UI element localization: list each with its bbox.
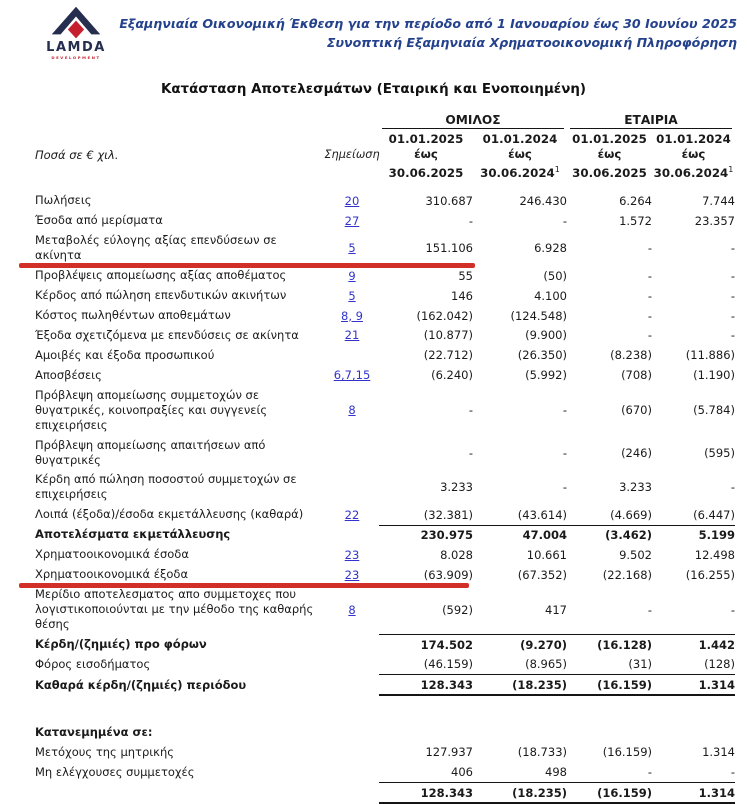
value-cell: -: [730, 241, 735, 256]
row-label: Κέρδος από πώληση επενδυτικών ακινήτων: [35, 288, 287, 303]
note-cell: [325, 365, 379, 385]
value-cell: (3.462): [567, 525, 652, 545]
lamda-logo-mark-icon: [50, 6, 102, 40]
table-row: [35, 545, 735, 565]
table-row: [35, 211, 735, 231]
value-cell: -: [647, 241, 652, 256]
table-row: [35, 470, 735, 505]
note-cell: [325, 211, 379, 231]
table-row: [35, 365, 735, 385]
value-cell: [379, 722, 473, 742]
value-cell: -: [647, 308, 652, 323]
value-cell: (9.270): [473, 634, 567, 654]
value-cell: 498: [545, 765, 567, 780]
note-cell: [325, 286, 379, 306]
value-cell: [473, 722, 567, 742]
value-cell: (1.190): [693, 368, 735, 383]
value-cell: 55: [458, 268, 473, 283]
note-link[interactable]: 20: [344, 193, 360, 208]
note-cell: [325, 435, 379, 470]
row-label: Έξοδα σχετιζόμενα με επενδύσεις σε ακίνητα: [35, 327, 299, 342]
table-row: [35, 435, 735, 470]
table-row: [35, 762, 735, 782]
value-cell: 151.106: [425, 241, 473, 256]
row-label: Λοιπά (έξοδα)/έσοδα εκμετάλλευσης (καθαρά): [35, 507, 304, 522]
note-cell: [325, 385, 379, 435]
value-cell: 406: [451, 765, 473, 780]
note-cell: [325, 674, 379, 696]
value-cell: (16.159): [567, 674, 652, 696]
value-cell: (50): [543, 268, 567, 283]
note-link[interactable]: 8: [348, 602, 356, 617]
table-row: [35, 286, 735, 306]
row-label: Έσοδα από μερίσματα: [35, 213, 163, 228]
value-cell: 5.199: [652, 525, 735, 545]
value-cell: [567, 722, 652, 742]
value-cell: (16.159): [602, 745, 652, 760]
value-cell: (708): [621, 368, 652, 383]
table-row: [35, 266, 735, 286]
row-label: Καθαρά κέρδη/(ζημιές) περιόδου: [35, 677, 247, 692]
value-cell: -: [647, 765, 652, 780]
table-row: [35, 585, 735, 635]
table-row: [35, 634, 735, 654]
value-cell: 127.937: [425, 745, 473, 760]
row-label: Πωλήσεις: [35, 193, 92, 208]
value-cell: (128): [704, 657, 735, 672]
note-cell: [325, 470, 379, 505]
value-cell: 174.502: [379, 634, 473, 654]
value-cell: -: [468, 213, 473, 228]
table-row: [35, 325, 735, 345]
table-row: [35, 722, 735, 742]
value-cell: (592): [442, 602, 473, 617]
value-cell: 12.498: [694, 547, 735, 562]
value-cell: (6.447): [693, 507, 735, 522]
period-header-3: 01.01.2025 έως 30.06.2025: [572, 132, 647, 180]
value-cell: (16.255): [685, 567, 735, 582]
report-title: [119, 14, 737, 52]
report-title-line2: Συνοπτική Εξαμηνιαία Χρηματοοικονομική Πληροφόρηση: [326, 35, 737, 50]
note-cell: [325, 325, 379, 345]
table-period-header-row: [35, 129, 735, 181]
value-cell: -: [730, 602, 735, 617]
row-label: Μετόχους της μητρικής: [35, 744, 174, 759]
note-link[interactable]: 9: [348, 268, 356, 283]
value-cell: (16.159): [567, 782, 652, 804]
row-label: Κέρδη/(ζημιές) προ φόρων: [35, 637, 207, 652]
value-cell: -: [730, 480, 735, 495]
value-cell: 23.357: [694, 213, 735, 228]
note-cell: [325, 654, 379, 674]
value-cell: -: [647, 268, 652, 283]
table-body: [35, 191, 735, 804]
report-header: [0, 0, 747, 66]
value-cell: (10.877): [423, 328, 473, 343]
value-cell: 8.028: [440, 547, 473, 562]
value-cell: -: [730, 288, 735, 303]
row-label: Φόρος εισοδήματος: [35, 656, 151, 671]
table-row: [35, 306, 735, 326]
red-annotation-line: [19, 583, 469, 588]
value-cell: 7.744: [702, 193, 735, 208]
group-header-etairia: ΕΤΑΙΡΙΑ: [570, 113, 732, 129]
period-header-2: 01.01.2024 έως 30.06.2024$^1$: [480, 132, 560, 180]
value-cell: 4.100: [534, 288, 567, 303]
value-cell: 1.314: [702, 745, 735, 760]
value-cell: 246.430: [519, 193, 567, 208]
note-link[interactable]: 5: [348, 288, 356, 303]
note-cell: [325, 585, 379, 635]
note-cell: [325, 565, 379, 585]
note-cell: [325, 722, 379, 742]
note-link[interactable]: 21: [344, 328, 360, 343]
value-cell: (162.042): [416, 308, 473, 323]
value-cell: 310.687: [425, 193, 473, 208]
value-cell: (8.965): [525, 657, 567, 672]
row-label: Αποσβέσεις: [35, 367, 102, 382]
value-cell: 1.442: [652, 634, 735, 654]
value-cell: 6.928: [534, 241, 567, 256]
note-link[interactable]: 23: [344, 547, 360, 562]
value-cell: (22.168): [602, 567, 652, 582]
row-label: [35, 782, 325, 804]
note-cell: [325, 266, 379, 286]
value-cell: (8.238): [610, 348, 652, 363]
note-cell: [325, 306, 379, 326]
value-cell: 1.314: [652, 674, 735, 696]
row-label: Χρηματοοικονομικά έξοδα: [35, 567, 189, 582]
table-row: [35, 782, 735, 804]
lamda-logo: [40, 6, 112, 60]
note-cell: [325, 231, 379, 266]
value-cell: -: [562, 403, 567, 418]
row-label: Αποτελέσματα εκμετάλλευσης: [35, 527, 231, 542]
note-cell: [325, 634, 379, 654]
note-column-header: Σημείωση: [324, 148, 380, 162]
value-cell: 128.343: [379, 674, 473, 696]
table-row: [35, 525, 735, 545]
value-cell: (67.352): [517, 567, 567, 582]
red-annotation-line: [19, 263, 475, 268]
value-cell: (63.909): [423, 567, 473, 582]
note-link[interactable]: 5: [348, 241, 356, 256]
note-link[interactable]: 23: [344, 567, 360, 582]
table-row: [35, 565, 735, 585]
note-link[interactable]: 8, 9: [341, 308, 363, 323]
value-cell: (595): [704, 445, 735, 460]
note-cell: [325, 782, 379, 804]
table-row: [35, 385, 735, 435]
value-cell: (124.548): [510, 308, 567, 323]
income-statement-table: [35, 113, 735, 804]
row-label: Χρηματοοικονομικά έσοδα: [35, 547, 189, 562]
value-cell: 1.572: [619, 213, 652, 228]
note-cell: [325, 345, 379, 365]
value-cell: (16.128): [567, 634, 652, 654]
statement-title: Κατάσταση Αποτελεσμάτων (Εταιρική και Ενοποιημένη): [160, 82, 587, 97]
value-cell: 10.661: [526, 547, 567, 562]
row-label: Πρόβλεψη απομείωσης συμμετοχών σε θυγατρικές, κοινοπραξίες και συγγενείς επιχειρήσεις: [35, 387, 268, 432]
period-header-4: 01.01.2024 έως 30.06.2024$^1$: [653, 132, 734, 180]
table-row: [35, 654, 735, 674]
note-link[interactable]: 6,7,15: [333, 368, 371, 383]
value-cell: -: [562, 480, 567, 495]
value-cell: (9.900): [525, 328, 567, 343]
value-cell: 47.004: [473, 525, 567, 545]
table-row: [35, 505, 735, 525]
value-cell: -: [468, 403, 473, 418]
report-title-line1: Εξαμηνιαία Οικονομική Έκθεση για την περίοδο από 1 Ιανουαρίου έως 30 Ιουνίου 2025: [119, 16, 737, 31]
table-row: [35, 231, 735, 266]
value-cell: (670): [621, 403, 652, 418]
value-cell: -: [647, 602, 652, 617]
value-cell: 1.314: [652, 782, 735, 804]
row-label: Κόστος πωληθέντων αποθεμάτων: [35, 308, 231, 323]
value-cell: (18.733): [517, 745, 567, 760]
value-cell: -: [468, 445, 473, 460]
value-cell: (18.235): [473, 674, 567, 696]
note-cell: [325, 191, 379, 211]
note-link[interactable]: 8: [348, 403, 356, 418]
lamda-logo-subtext: DEVELOPMENT: [51, 55, 101, 60]
table-row: [35, 191, 735, 211]
value-cell: (18.235): [473, 782, 567, 804]
value-cell: (5.992): [525, 368, 567, 383]
value-cell: 417: [545, 602, 567, 617]
note-cell: [325, 742, 379, 762]
value-cell: -: [562, 213, 567, 228]
row-label: Μεταβολές εύλογης αξίας επενδύσεων σε ακίνητα: [35, 233, 277, 263]
note-link[interactable]: 27: [344, 213, 360, 228]
row-label: Κατανεμημένα σε:: [35, 724, 153, 739]
value-cell: (5.784): [693, 403, 735, 418]
value-cell: (6.240): [431, 368, 473, 383]
value-cell: -: [647, 288, 652, 303]
table-group-header-row: [35, 113, 735, 129]
note-cell: [325, 525, 379, 545]
row-label: Προβλέψεις απομείωσης αξίας αποθέματος: [35, 268, 287, 283]
table-row: [35, 674, 735, 696]
value-cell: 3.233: [619, 480, 652, 495]
units-label: Ποσά σε € χιλ.: [35, 147, 119, 162]
value-cell: -: [730, 328, 735, 343]
value-cell: -: [562, 445, 567, 460]
note-link[interactable]: 22: [344, 507, 360, 522]
lamda-logo-text: LAMDA: [46, 40, 106, 55]
value-cell: 128.343: [379, 782, 473, 804]
note-cell: [325, 762, 379, 782]
group-header-omilos: ΟΜΙΛΟΣ: [382, 113, 564, 129]
value-cell: (4.669): [610, 507, 652, 522]
value-cell: -: [730, 308, 735, 323]
row-label: Αμοιβές και έξοδα προσωπικού: [35, 347, 215, 362]
value-cell: 9.502: [619, 547, 652, 562]
row-label: Μη ελέγχουσες συμμετοχές: [35, 764, 195, 779]
value-cell: (32.381): [423, 507, 473, 522]
period-header-1: 01.01.2025 έως 30.06.2025: [388, 132, 464, 180]
value-cell: (43.614): [517, 507, 567, 522]
value-cell: (46.159): [423, 657, 473, 672]
value-cell: -: [647, 328, 652, 343]
value-cell: (22.712): [423, 348, 473, 363]
row-label: Μερίδιο αποτελεσματος απο συμμετοχες που λογιστικοποιούνται με την μέθοδο της καθαρής θέσης: [35, 587, 314, 632]
value-cell: (26.350): [517, 348, 567, 363]
value-cell: (11.886): [685, 348, 735, 363]
value-cell: 3.233: [440, 480, 473, 495]
table-row: [35, 345, 735, 365]
value-cell: 6.264: [619, 193, 652, 208]
row-label: Πρόβλεψη απομείωσης απαιτήσεων από θυγατρικές: [35, 437, 266, 467]
value-cell: -: [730, 268, 735, 283]
value-cell: [652, 722, 735, 742]
value-cell: 146: [451, 288, 473, 303]
table-row: [35, 742, 735, 762]
value-cell: (31): [628, 657, 652, 672]
note-cell: [325, 505, 379, 525]
value-cell: -: [730, 765, 735, 780]
row-label: Κέρδη από πώληση ποσοστού συμμετοχών σε επιχειρήσεις: [35, 472, 297, 502]
note-cell: [325, 545, 379, 565]
value-cell: 230.975: [379, 525, 473, 545]
value-cell: (246): [621, 445, 652, 460]
